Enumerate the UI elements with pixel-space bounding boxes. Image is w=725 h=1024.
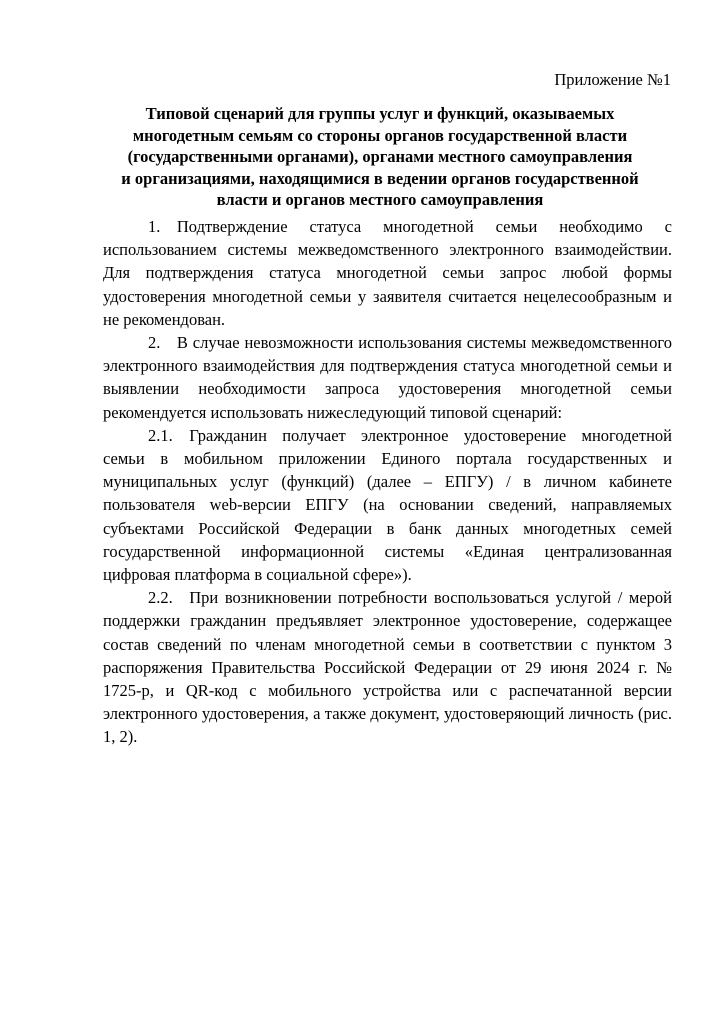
title-line: многодетным семьям со стороны органов государственной власти bbox=[132, 125, 628, 145]
title-line: и организациями, находящимися в ведении органов государственной bbox=[121, 168, 639, 188]
paragraph-2-2: 2.2. При возникновении потребности воспользоваться услугой / мерой поддержки гражданин предъявляет электронное удостоверение, содержащее состав сведений по членам многодетной семьи в соответствии с пунктом 3 распоряжения Правительства Российской Федерации от 29 июня 2024 г. № 1725-р, и QR-код с мобильного устройства или с распечатанной версии электронного удостоверения, а также документ, удостоверяющий личность (рис. 1, 2). bbox=[103, 588, 672, 747]
paragraph-1: 1. Подтверждение статуса многодетной семьи необходимо с использованием системы межведомственного электронного взаимодействии. Для подтверждения статуса многодетной семьи запрос любой формы удостоверения многодетной семьи у заявителя считается нецелесообразным и не рекомендован. bbox=[103, 217, 672, 329]
paragraph-2: 2. В случае невозможности использования системы межведомственного электронного взаимодействия для подтверждения статуса многодетной семьи и выявлении необходимости запроса удостоверения многодетной семьи рекомендуется использовать нижеследующий типовой сценарий: bbox=[103, 333, 672, 422]
appendix-label: Приложение №1 bbox=[554, 70, 671, 89]
document-body bbox=[103, 215, 672, 749]
paragraph-2-1: 2.1. Гражданин получает электронное удостоверение многодетной семьи в мобильном приложении Единого портала государственных и муниципальных услуг (функций) (далее – ЕПГУ) / в личном кабинете пользователя web-версии ЕПГУ (на основании сведений, направляемых субъектами Российской Федерации в банк данных многодетных семей государственной информационной системы «Единая централизованная цифровая платформа в социальной сфере»). bbox=[103, 425, 672, 585]
title-line: Типовой сценарий для группы услуг и функций, оказываемых bbox=[145, 104, 615, 123]
title-line: (государственными органами), органами местного самоуправления bbox=[127, 147, 633, 166]
document-title bbox=[100, 103, 660, 211]
title-line: власти и органов местного самоуправления bbox=[216, 190, 544, 209]
